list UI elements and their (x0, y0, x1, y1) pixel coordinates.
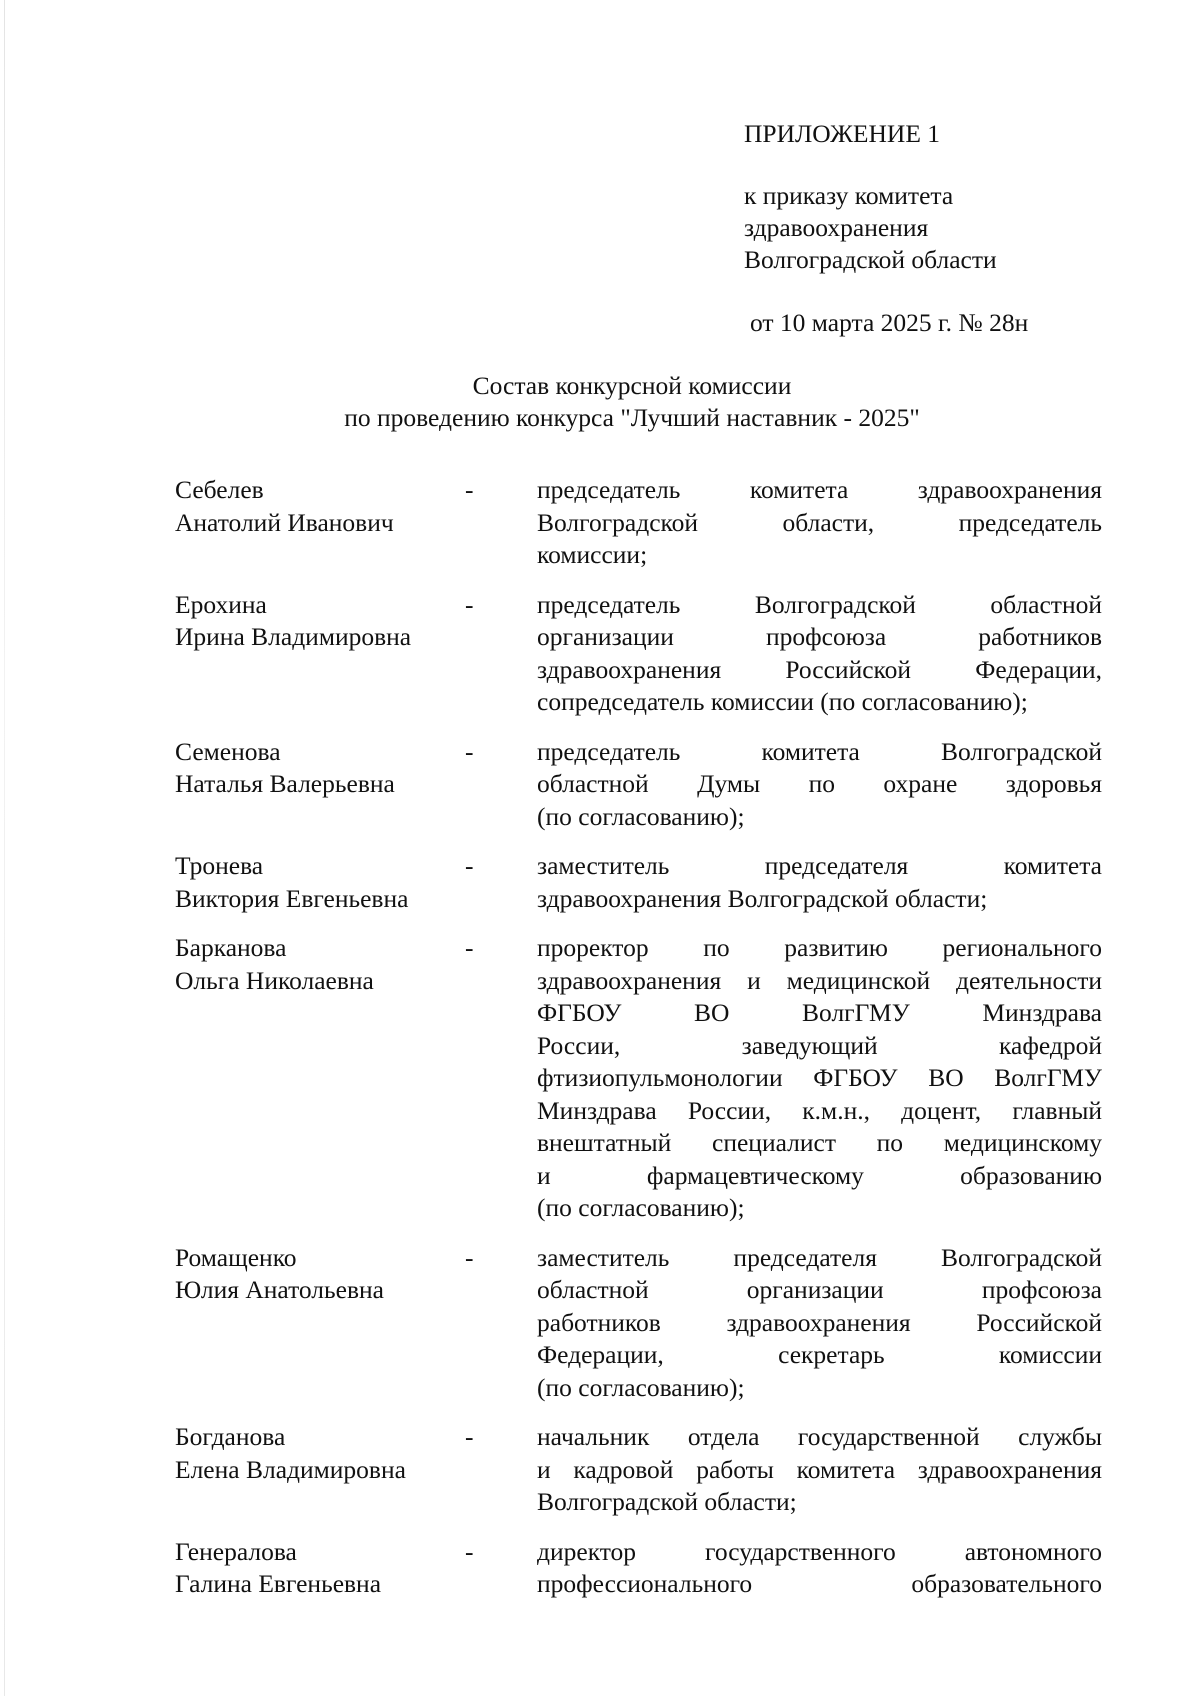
scan-edge-line (4, 0, 5, 1696)
member-name (175, 1242, 465, 1405)
member-name (175, 932, 465, 1225)
member-role-line: и кадровой работы комитета здравоохранения (537, 1454, 1102, 1484)
member-role-line: здравоохранения и медицинской деятельности (537, 965, 1102, 995)
member-row (175, 850, 1102, 915)
member-given-names: Анатолий Иванович (175, 507, 394, 537)
member-role-line: организации профсоюза работников (537, 622, 1102, 651)
member-dash: - (465, 589, 474, 619)
member-role (537, 850, 1102, 915)
member-role-line: директор государственного автономного (537, 1536, 1102, 1566)
member-role-line: работников здравоохранения Российской (537, 1307, 1102, 1337)
member-role (537, 1242, 1102, 1405)
member-surname: Богданова (175, 1422, 286, 1451)
member-dash: - (465, 933, 474, 962)
appendix-date-number: от 10 марта 2025 г. № 28н (750, 308, 1029, 337)
member-row (175, 736, 1102, 834)
member-surname: Барканова (175, 933, 287, 962)
member-role-line: и фармацевтическому образованию (537, 1160, 1102, 1190)
member-role-line: фтизиопульмонологии ФГБОУ ВО ВолгГМУ (537, 1063, 1102, 1092)
appendix-title: ПРИЛОЖЕНИЕ 1 (744, 119, 941, 148)
member-name (175, 1536, 465, 1601)
member-role-line: Волгоградской области; (537, 1487, 797, 1516)
member-role-line: ФГБОУ ВО ВолгГМУ Минздрава (537, 998, 1102, 1027)
member-dash: - (465, 1242, 474, 1272)
member-given-names: Наталья Валерьевна (175, 769, 395, 798)
member-surname: Ромащенко (175, 1242, 297, 1272)
appendix-line: к приказу комитета (744, 181, 954, 210)
member-name (175, 850, 465, 915)
member-name (175, 1421, 465, 1519)
member-role-line: Минздрава России, к.м.н., доцент, главный (537, 1095, 1102, 1125)
member-row (175, 1536, 1102, 1601)
member-given-names: Юлия Анатольевна (175, 1275, 384, 1304)
member-surname: Тронева (175, 851, 264, 880)
commission-member-list (175, 474, 1102, 1618)
member-given-names: Елена Владимировна (175, 1454, 406, 1484)
member-row (175, 1421, 1102, 1519)
member-role (537, 1536, 1102, 1601)
member-role-line: здравоохранения Волгоградской области; (537, 883, 988, 913)
member-role-line: профессионального образовательного (537, 1569, 1102, 1598)
member-dash: - (465, 851, 474, 880)
member-role-line: председатель комитета Волгоградской (537, 736, 1102, 766)
heading-line-2: по проведению конкурса "Лучший наставник - 2025" (344, 403, 920, 432)
document-heading (0, 370, 1200, 434)
member-role-line: начальник отдела государственной службы (537, 1422, 1102, 1451)
member-role-line: Федерации, секретарь комиссии (537, 1340, 1102, 1369)
member-surname: Генералова (175, 1536, 297, 1566)
member-given-names: Ирина Владимировна (175, 622, 412, 651)
member-role (537, 932, 1102, 1225)
member-row (175, 589, 1102, 719)
member-role-line: областной организации профсоюза (537, 1275, 1102, 1304)
member-role-line: (по согласованию); (537, 1193, 745, 1222)
member-role-line: сопредседатель комиссии (по согласованию); (537, 687, 1028, 716)
member-role (537, 589, 1102, 719)
member-name (175, 589, 465, 719)
member-surname: Себелев (175, 475, 264, 504)
member-role (537, 1421, 1102, 1519)
appendix-line: Волгоградской области (744, 245, 997, 274)
member-row (175, 1242, 1102, 1405)
member-role-line: здравоохранения Российской Федерации, (537, 654, 1102, 684)
member-role-line: председатель Волгоградской областной (537, 589, 1102, 619)
member-role-line: проректор по развитию регионального (537, 933, 1102, 962)
appendix-line: здравоохранения (744, 213, 929, 242)
member-role-line: Волгоградской области, председатель (537, 507, 1102, 537)
heading-line-1: Состав конкурсной комиссии (472, 371, 792, 400)
member-row (175, 474, 1102, 572)
member-name (175, 736, 465, 834)
member-role-line: заместитель председателя Волгоградской (537, 1242, 1102, 1272)
member-role-line: (по согласованию); (537, 801, 745, 831)
member-role-line: России, заведующий кафедрой (537, 1030, 1102, 1060)
member-dash: - (465, 475, 474, 504)
member-dash: - (465, 736, 474, 766)
member-name (175, 474, 465, 572)
member-given-names: Галина Евгеньевна (175, 1569, 382, 1598)
member-given-names: Ольга Николаевна (175, 965, 374, 995)
member-dash: - (465, 1422, 474, 1451)
member-given-names: Виктория Евгеньевна (175, 883, 409, 913)
member-role-line: внештатный специалист по медицинскому (537, 1128, 1102, 1157)
member-role-line: областной Думы по охране здоровья (537, 769, 1102, 798)
member-role (537, 474, 1102, 572)
member-role-line: (по согласованию); (537, 1372, 745, 1402)
member-role-line: комиссии; (537, 540, 648, 569)
member-role (537, 736, 1102, 834)
member-dash: - (465, 1536, 474, 1566)
appendix-block (744, 118, 1124, 339)
member-row (175, 932, 1102, 1225)
member-surname: Семенова (175, 736, 281, 766)
member-role-line: председатель комитета здравоохранения (537, 475, 1102, 504)
member-surname: Ерохина (175, 589, 267, 619)
member-role-line: заместитель председателя комитета (537, 851, 1102, 880)
